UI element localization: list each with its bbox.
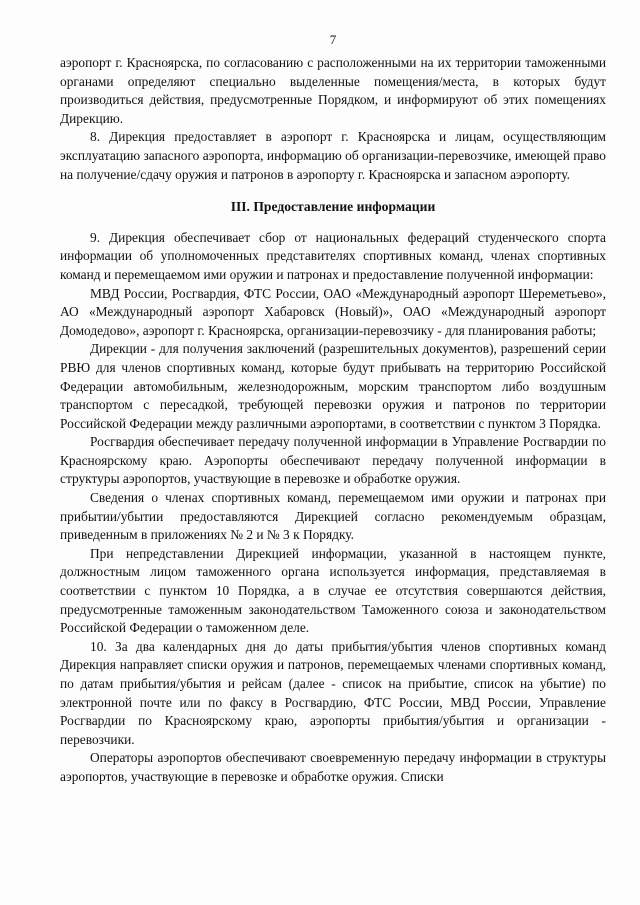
paragraph: 10. За два календарных дня до даты прибытия/убытия членов спортивных команд Дирекция направляет списки оружия и патронов, перемещаемых членами спортивных команд, по датам прибытия/убытия и рейсам (далее - список на прибытие, список на убытие) по электронной почте или по факсу в Росгвардию, ФТС России, МВД России, Управление Росгвардии по Красноярскому краю, аэропорты прибытия/убытия и организации - перевозчики. bbox=[60, 638, 606, 747]
paragraph: 8. Дирекция предоставляет в аэропорт г. Красноярска и лицам, осуществляющим эксплуатацию запасного аэропорта, информацию об организации-перевозчике, имеющей право на получение/сдачу оружия и патронов в аэропорту г. Красноярска и запасном аэропорту. bbox=[60, 129, 606, 182]
section-heading: III. Предоставление информации bbox=[230, 199, 436, 215]
paragraph: 9. Дирекция обеспечивает сбор от национальных федераций студенческого спорта информации об уполномоченных представителях спортивных команд, членах спортивных команд и перемещаемом ими оружии и патронах и предоставление полученной информации: bbox=[60, 229, 606, 282]
paragraph: Дирекции - для получения заключений (разрешительных документов), разрешений серии РВЮ для членов спортивных команд, которые будут прибывать на территорию Российской Федерации автомобильным, железнодорожным, морским транспортом либо воздушным транспортом с пересадкой, требующей перевозки оружия и патронов по территории Российской Федерации между различными аэропортами, в соответствии с пунктом 3 Порядка. bbox=[60, 341, 606, 431]
paragraphs-after-heading bbox=[60, 229, 606, 787]
paragraph: При непредставлении Дирекцией информации, указанной в настоящем пункте, должностным лицом таможенного органа используется информация, представляемая в соответствии с пунктом 10 Порядка, а в случае ее отсутствия совершаются действия, предусмотренные таможенным законодательством Таможенного союза и законодательством Российской Федерации о таможенном деле. bbox=[60, 545, 606, 636]
paragraph: Сведения о членах спортивных команд, перемещаемом ими оружии и патронах при прибытии/убытии предоставляются Дирекцией согласно рекомендуемым образцам, приведенным в приложениях № 2 и № 3 к Порядку. bbox=[60, 490, 606, 543]
paragraphs-before-heading bbox=[60, 54, 606, 184]
paragraph: Росгвардия обеспечивает передачу полученной информации в Управление Росгвардии по Красноярскому краю. Аэропорты обеспечивают передачу полученной информации в структуры аэропортов, участвующие в перевозке и обработке оружия. bbox=[60, 434, 606, 487]
page-number: 7 bbox=[329, 32, 337, 47]
paragraph: МВД России, Росгвардия, ФТС России, ОАО «Международный аэропорт Шереметьево», АО «Международный аэропорт Хабаровск (Новый)», ОАО «Международный аэропорт Домодедово», аэропорт г. Красноярска, организации-перевозчику - для планирования работы; bbox=[60, 285, 606, 338]
paragraph: Операторы аэропортов обеспечивают своевременную передачу информации в структуры аэропортов, участвующие в перевозке и обработке оружия. Списки bbox=[60, 750, 606, 784]
paragraph: аэропорт г. Красноярска, по согласованию с расположенными на их территории таможенными органами определяют специально выделенные помещения/места, в которых будут производиться действия, предусмотренные Порядком, и информируют об этих помещениях Дирекцию. bbox=[60, 55, 606, 126]
